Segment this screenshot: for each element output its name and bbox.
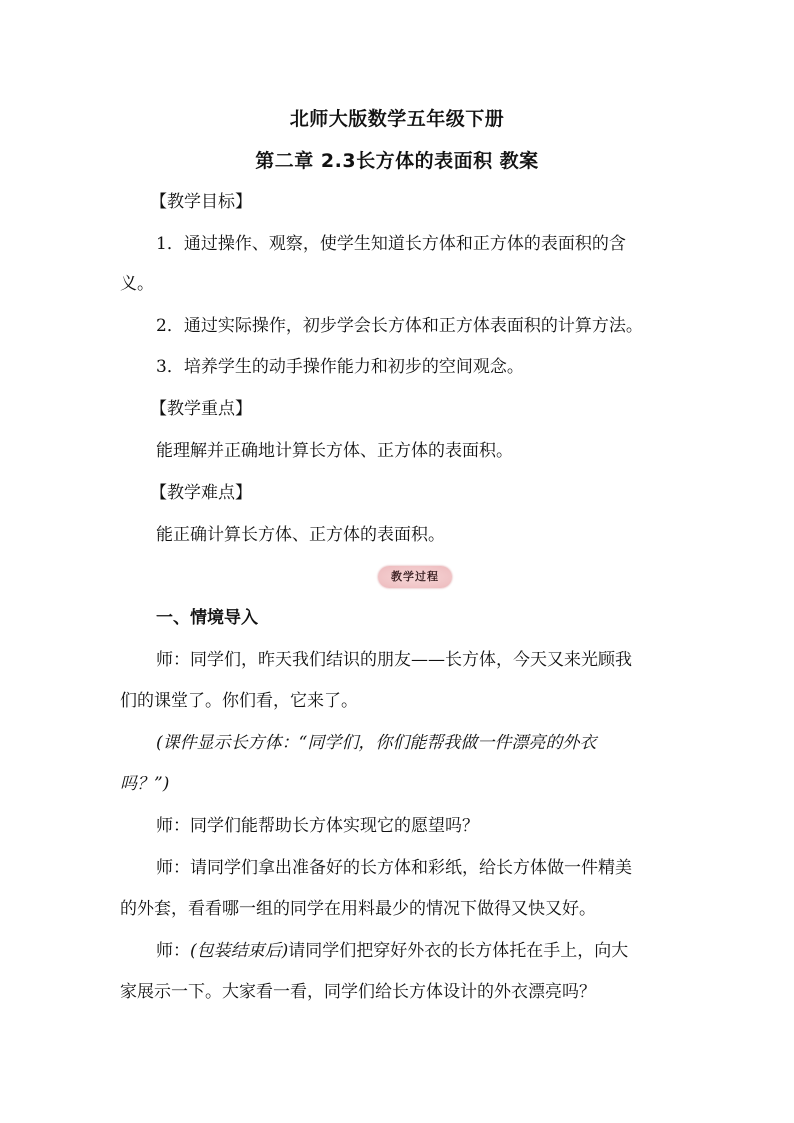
document-title: 北师大版数学五年级下册 <box>289 108 505 130</box>
key-heading: 【教学重点】 <box>150 399 252 419</box>
difficult-heading: 【教学难点】 <box>150 483 252 503</box>
part-1-heading: 一、情境导入 <box>156 608 258 628</box>
paragraph-2-line-1: (课件显示长方体：“同学们，你们能帮我做一件漂亮的外衣 <box>156 733 597 753</box>
paragraph-3: 师：同学们能帮助长方体实现它的愿望吗？ <box>156 816 479 836</box>
paragraph-5-prefix: 师： <box>156 941 190 961</box>
goal-2: 2．通过实际操作，初步学会长方体和正方体表面积的计算方法。 <box>156 316 643 336</box>
goal-3: 3．培养学生的动手操作能力和初步的空间观念。 <box>156 357 524 377</box>
paragraph-4-line-2: 的外套，看看哪一组的同学在用料最少的情况下做得又快又好。 <box>120 899 596 919</box>
paragraph-5-suffix: 请同学们把穿好外衣的长方体托在手上，向大 <box>288 941 629 961</box>
paragraph-5-line-2: 家展示一下。大家看一看，同学们给长方体设计的外衣漂亮吗？ <box>120 982 596 1002</box>
goal-1-line-1: 1．通过操作、观察，使学生知道长方体和正方体的表面积的含 <box>156 234 626 254</box>
key-text: 能理解并正确地计算长方体、正方体的表面积。 <box>156 441 513 461</box>
paragraph-1-line-2: 们的课堂了。你们看，它来了。 <box>120 691 358 711</box>
goals-heading: 【教学目标】 <box>150 192 252 212</box>
paragraph-1-line-1: 师：同学们，昨天我们结识的朋友——长方体，今天又来光顾我 <box>156 650 632 670</box>
paragraph-2-line-2: 吗？”) <box>120 774 170 794</box>
difficult-text: 能正确计算长方体、正方体的表面积。 <box>156 525 445 545</box>
paragraph-5-line-1 <box>156 939 716 963</box>
paragraph-4-line-1: 师：请同学们拿出准备好的长方体和彩纸，给长方体做一件精美 <box>156 858 632 878</box>
paragraph-5-note: (包装结束后) <box>190 941 289 961</box>
goal-1-line-2: 义。 <box>120 274 154 294</box>
document-subtitle: 第二章 2.3长方体的表面积 教案 <box>255 150 539 172</box>
process-badge: 教学过程 <box>378 566 452 588</box>
